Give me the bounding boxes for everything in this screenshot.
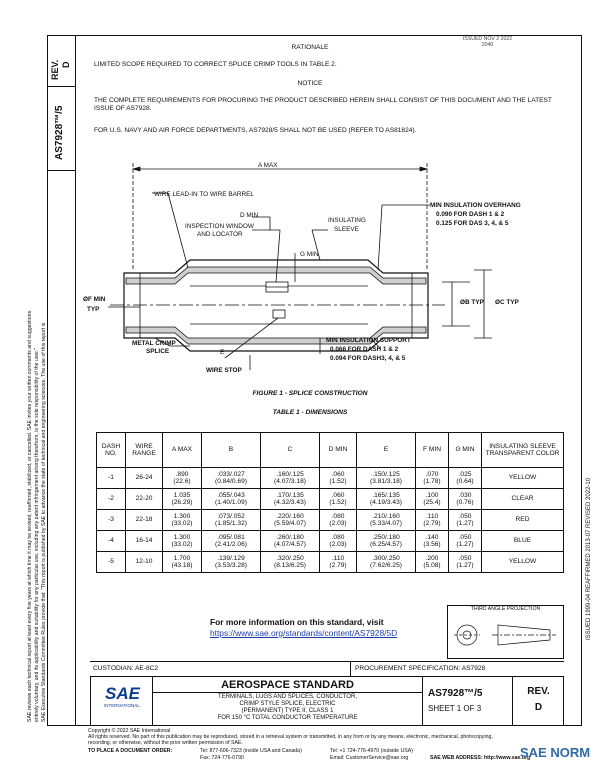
col-dash: DASH NO.: [97, 433, 126, 468]
title-line-2: CRIMP STYLE SPLICE, ELECTRIC: [239, 701, 336, 707]
table-row: [97, 510, 564, 531]
revision-history: ISSUED 1999-04 REAFFIRMED 2013-07 REVISED 2022-10: [586, 477, 592, 640]
rationale-title: RATIONALE: [291, 44, 329, 51]
col-c: C: [261, 433, 320, 468]
cell: .139/.129 (3.53/3.28): [202, 552, 261, 573]
col-color: INSULATING SLEEVE TRANSPARENT COLOR: [482, 433, 564, 468]
label-support-1: 0.066 FOR DASH 1 & 2: [330, 346, 399, 353]
cell: .140 (3.56): [416, 531, 449, 552]
notice-text-1: THE COMPLETE REQUIREMENTS FOR PROCURING THE PRODUCT DESCRIBED HEREIN SHALL CONSIST OF THIS DOCUMENT AND THE LATEST ISSUE OF AS7928.: [94, 97, 552, 112]
cell: .100 (25.4): [416, 489, 449, 510]
custodian-row-top: [90, 661, 564, 662]
more-info-text: For more information on this standard, visit: [210, 617, 384, 627]
col-f-min: F MIN: [416, 433, 449, 468]
col-b: B: [202, 433, 261, 468]
title-rev-label: REV.: [527, 686, 550, 697]
procurement-spec: PROCUREMENT SPECIFICATION: AS7928: [355, 665, 486, 672]
footer-tel-2: Tel: +1 724-776-4970 (outside USA): [330, 748, 413, 754]
cell: .150/.125 (3.81/3.18): [357, 468, 416, 489]
notice-title: NOTICE: [297, 80, 323, 87]
cell: 16-14: [126, 531, 163, 552]
custodian-divider: [350, 661, 351, 676]
col-a-max: A MAX: [163, 433, 202, 468]
table-caption: TABLE 1 - DIMENSIONS: [272, 409, 348, 416]
cell: 1.300 (33.02): [163, 531, 202, 552]
cell: 22-18: [126, 510, 163, 531]
cell: .210/.160 (5.33/4.07): [357, 510, 416, 531]
cell: .033/.027 (0.84/0.69): [202, 468, 261, 489]
footer-web[interactable]: SAE WEB ADDRESS: http://www.sae.org: [430, 755, 531, 761]
side-doc-number: AS7928™/5: [54, 105, 65, 160]
cell: .170/.135 (4.32/3.43): [261, 489, 320, 510]
footer-fax: Fax: 724-776-0790: [200, 755, 244, 761]
title-line-3: (PERMANENT) TYPE II, CLASS 1: [241, 708, 334, 714]
issue-stamp: ISSUED NOV 2 2022 2040: [462, 36, 513, 49]
footer-order-label: TO PLACE A DOCUMENT ORDER:: [88, 748, 173, 754]
cell: -3: [97, 510, 126, 531]
label-e: E: [220, 349, 225, 356]
cell: .025 (0.64): [449, 468, 482, 489]
title-line-1: TERMINALS, LUGS AND SPLICES, CONDUCTOR,: [218, 694, 357, 700]
cell: 22-20: [126, 489, 163, 510]
legal-line-1: SAE Executive Standards Committee Rules provide that: "This report is published by SAE to advance the state of technical and engineering sciences. The use of this report is: [41, 322, 47, 722]
footer-email: Email: CustomerService@sae.org: [330, 755, 409, 761]
cell: .165/.135 (4.19/3.43): [357, 489, 416, 510]
label-wire-stop: WIRE STOP: [206, 367, 242, 374]
cell: .250/.180 (6.25/4.57): [357, 531, 416, 552]
table-header-row: [97, 433, 564, 468]
side-rev-divider: [47, 86, 76, 87]
dimensions-table: [96, 432, 564, 573]
cell: .095/.081 (2.41/2.06): [202, 531, 261, 552]
third-angle-symbol: [452, 614, 560, 656]
side-doc-divider: [47, 170, 76, 171]
cell: .060 (1.52): [320, 468, 357, 489]
label-support-2: 0.094 FOR DASH3, 4, & 5: [330, 355, 406, 362]
table-row: [97, 531, 564, 552]
label-splice: SPLICE: [146, 348, 170, 355]
label-inspection: INSPECTION WINDOW: [185, 223, 254, 230]
cell: BLUE: [482, 531, 564, 552]
cell: .890 (22.6): [163, 468, 202, 489]
cell: YELLOW: [482, 552, 564, 573]
footer-copyright: Copyright © 2022 SAE International: [88, 728, 171, 734]
label-oc-typ: ØC TYP: [495, 299, 519, 306]
cell: -1: [97, 468, 126, 489]
cell: .050 (1.27): [449, 510, 482, 531]
cell: CLEAR: [482, 489, 564, 510]
table-row: [97, 552, 564, 573]
notice-text-2: FOR U.S. NAVY AND AIR FORCE DEPARTMENTS, AS7928/5 SHALL NOT BE USED (REFER TO AS81824).: [94, 127, 417, 134]
cell: .320/.250 (8.13/6.25): [261, 552, 320, 573]
label-min-overhang: MIN INSULATION OVERHANG: [430, 202, 521, 209]
label-min-support: MIN INSULATION SUPPORT: [326, 337, 411, 344]
custodian: CUSTODIAN: AE-8C2: [93, 665, 159, 672]
cell: .030 (0.76): [449, 489, 482, 510]
label-metal-crimp: METAL CRIMP: [132, 340, 176, 347]
cell: .110 (2.79): [320, 552, 357, 573]
label-ob-typ: ØB TYP: [460, 299, 484, 306]
cell: .220/.160 (5.59/4.07): [261, 510, 320, 531]
title-div-2: [422, 676, 423, 726]
title-div-3: [512, 676, 513, 726]
label-wire-leadin: WIRE LEAD-IN TO WIRE BARREL: [154, 191, 254, 198]
col-wire-range: WIRE RANGE: [126, 433, 163, 468]
cell: .080 (2.03): [320, 510, 357, 531]
title-sheet: SHEET 1 OF 3: [428, 704, 482, 713]
label-sleeve: SLEEVE: [334, 226, 359, 233]
cell: .055/.043 (1.40/1.09): [202, 489, 261, 510]
cell: .260/.180 (4.07/4.57): [261, 531, 320, 552]
sae-logo: SAE INTERNATIONAL.: [104, 684, 141, 708]
footer-rights-1: All rights reserved. No part of this publication may be reproduced, stored in a retrieval system or transmitted, in any form or by any means, electronic, mechanical, photocopying,: [88, 734, 493, 740]
col-g-min: G MIN: [449, 433, 482, 468]
label-g-min: G MIN: [300, 251, 319, 258]
table-row: [97, 489, 564, 510]
label-overhang-2: 0.125 FOR DAS 3, 4, & 5: [436, 220, 509, 227]
cell: .050 (1.27): [449, 531, 482, 552]
figure-caption: FIGURE 1 - SPLICE CONSTRUCTION: [252, 390, 368, 397]
cell: 26-24: [126, 468, 163, 489]
cell: 1.300 (33.02): [163, 510, 202, 531]
label-inspection-2: AND LOCATOR: [197, 231, 243, 238]
label-a-max: A MAX: [258, 162, 278, 169]
standard-link[interactable]: https://www.sae.org/standards/content/AS7928/5D: [210, 628, 398, 638]
cell: YELLOW: [482, 468, 564, 489]
watermark: SAE NORM: [520, 745, 591, 760]
label-df-min: ØF MIN: [83, 296, 106, 303]
rationale-text: LIMITED SCOPE REQUIRED TO CORRECT SPLICE CRIMP TOOLS IN TABLE 2.: [94, 61, 337, 68]
side-column-line: [75, 35, 76, 726]
cell: RED: [482, 510, 564, 531]
footer-rights-2: recording, or otherwise, without the prior written permission of SAE.: [88, 740, 243, 746]
title-line-4: FOR 150 °C TOTAL CONDUCTOR TEMPERATURE: [217, 715, 358, 721]
cell: .300/.250 (7.62/6.25): [357, 552, 416, 573]
cell: 12-10: [126, 552, 163, 573]
cell: .160/.125 (4.07/3.18): [261, 468, 320, 489]
cell: 1.700 (43.18): [163, 552, 202, 573]
legal-line-2: entirely voluntary, and its applicability and suitability for any particular use, including any patent infringement arising therefrom, is the sole responsibility of the user.": [34, 348, 40, 722]
label-overhang-1: 0.090 FOR DASH 1 & 2: [436, 211, 505, 218]
more-info-box: [210, 617, 420, 647]
label-d-min: D MIN: [240, 212, 259, 219]
cell: .050 (1.27): [449, 552, 482, 573]
col-d-min: D MIN: [320, 433, 357, 468]
cell: .060 (1.52): [320, 489, 357, 510]
splice-construction-drawing: [80, 160, 580, 385]
label-typ: TYP: [87, 306, 100, 313]
footer-tel-1: Tel: 877-606-7323 (inside USA and Canada): [200, 748, 302, 754]
title-doc-number: AS7928™/5: [428, 688, 483, 699]
side-rev-value: D: [61, 61, 71, 68]
side-rev-label: REV.: [50, 59, 60, 80]
label-insulating: INSULATING: [328, 217, 366, 224]
cell: .110 (2.79): [416, 510, 449, 531]
cell: .200 (5.08): [416, 552, 449, 573]
table-row: [97, 468, 564, 489]
cell: .070 (1.78): [416, 468, 449, 489]
legal-line-3: SAE reviews each technical report at least every five years at which time it may be revised, reaffirmed, stabilized, or cancelled. SAE invites your written comments and suggestions.: [27, 309, 33, 722]
cell: .080 (2.03): [320, 531, 357, 552]
cell: -4: [97, 531, 126, 552]
title-rev-value: D: [534, 702, 543, 713]
cell: 1.035 (26.29): [163, 489, 202, 510]
cell: -5: [97, 552, 126, 573]
title-heading: AEROSPACE STANDARD: [153, 679, 422, 693]
cell: -2: [97, 489, 126, 510]
col-e: E: [357, 433, 416, 468]
cell: .073/.052 (1.85/1.32): [202, 510, 261, 531]
third-angle-label: THIRD ANGLE PROJECTION: [470, 606, 541, 612]
